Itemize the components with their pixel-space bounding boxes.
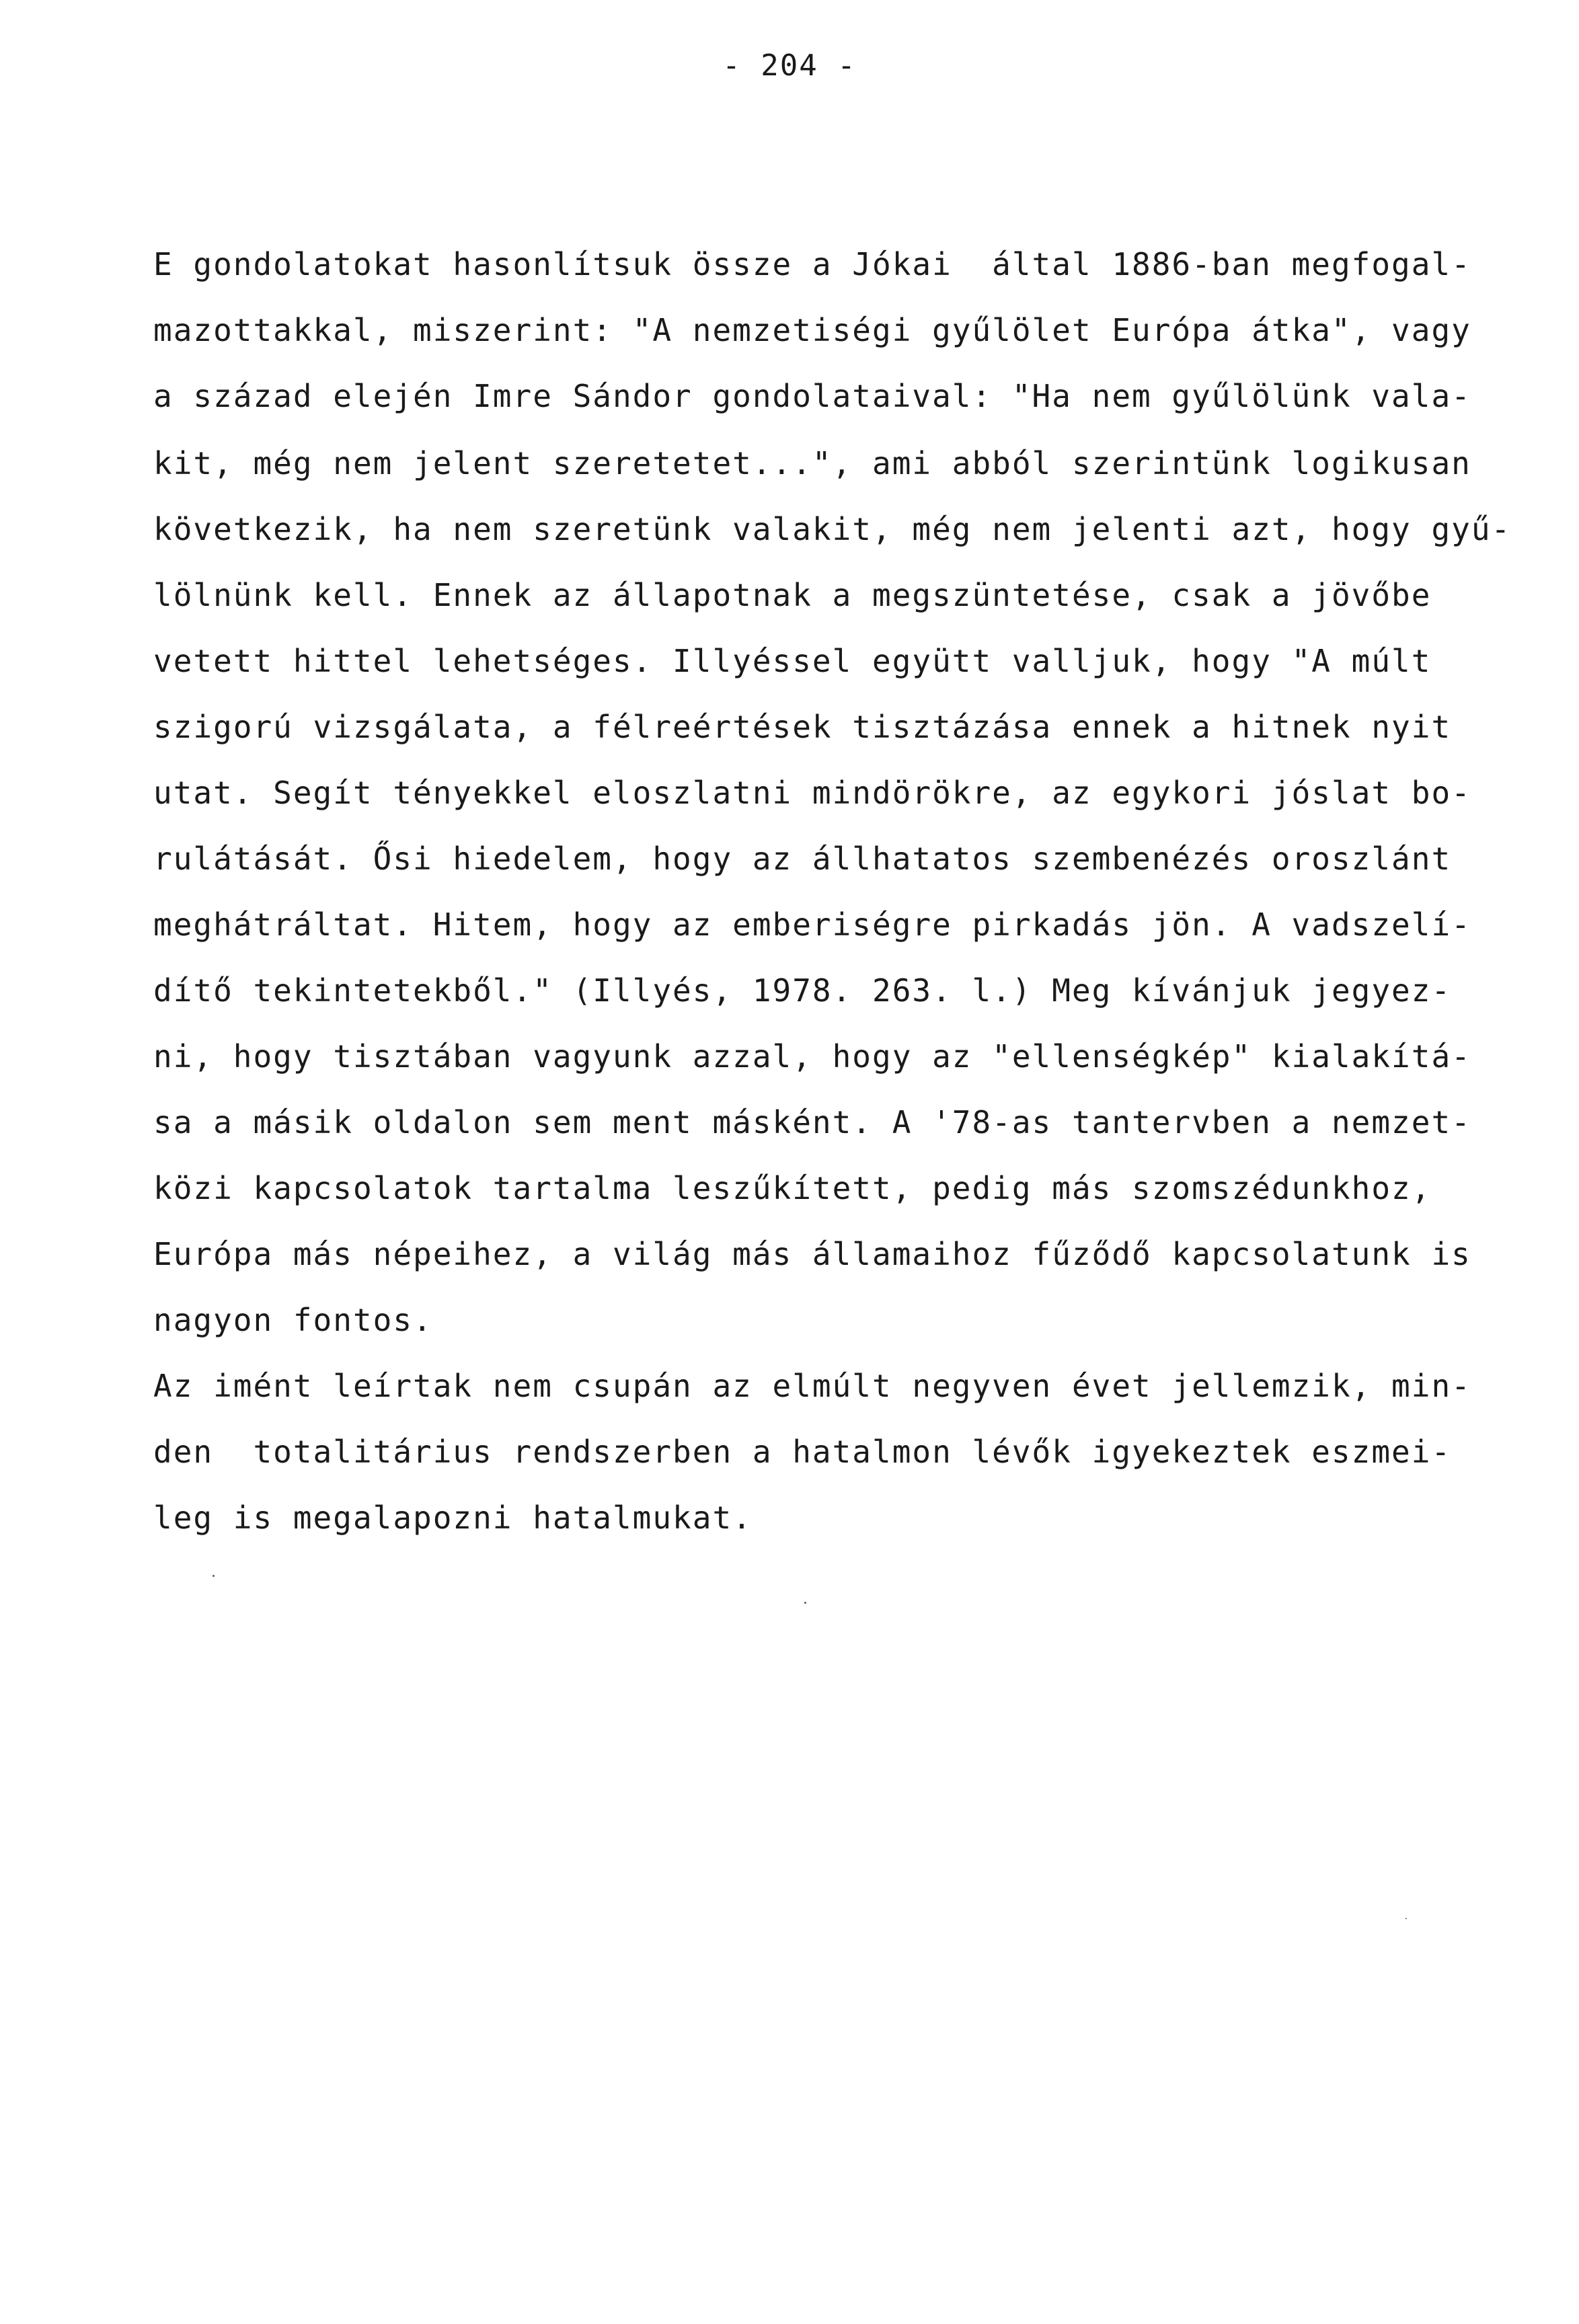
text-line: leg is megalapozni hatalmukat. [153, 1500, 753, 1536]
text-line: den totalitárius rendszerben a hatalmon lévők igyekeztek eszmei- [153, 1434, 1452, 1470]
text-line: E gondolatokat hasonlítsuk össze a Jókai által 1886-ban megfogal- [153, 246, 1471, 282]
scan-speck [804, 1602, 806, 1604]
text-line: sa a másik oldalon sem ment másként. A '78-as tantervben a nemzet- [153, 1104, 1471, 1140]
page-number: - 204 - [722, 48, 857, 83]
text-line: lölnünk kell. Ennek az állapotnak a megszüntetése, csak a jövőbe [153, 577, 1432, 613]
text-line: kit, még nem jelent szeretetet...", ami abból szerintünk logikusan [153, 445, 1471, 481]
scan-speck [213, 1575, 215, 1577]
text-line: nagyon fontos. [153, 1302, 433, 1338]
text-line: mazottakkal, miszerint: "A nemzetiségi gyűlölet Európa átka", vagy [153, 312, 1471, 348]
text-line: dítő tekintetekből." (Illyés, 1978. 263. l.) Meg kívánjuk jegyez- [153, 972, 1452, 1009]
scan-speck [1405, 1918, 1407, 1919]
text-line: Az imént leírtak nem csupán az elmúlt negyven évet jellemzik, min- [153, 1368, 1471, 1404]
text-line: közi kapcsolatok tartalma leszűkített, pedig más szomszédunkhoz, [153, 1170, 1432, 1206]
text-line: vetett hittel lehetséges. Illyéssel együtt valljuk, hogy "A múlt [153, 643, 1432, 679]
text-line: következik, ha nem szeretünk valakit, még nem jelenti azt, hogy gyű- [153, 511, 1512, 547]
text-line: rulátását. Ősi hiedelem, hogy az állhatatos szembenézés oroszlánt [153, 841, 1452, 877]
text-line: meghátráltat. Hitem, hogy az emberiségre pirkadás jön. A vadszelí- [153, 906, 1471, 943]
text-line: szigorú vizsgálata, a félreértések tisztázása ennek a hitnek nyit [153, 709, 1452, 745]
text-line: Európa más népeihez, a világ más államaihoz fűződő kapcsolatunk is [153, 1236, 1471, 1272]
text-line: ni, hogy tisztában vagyunk azzal, hogy az "ellenségkép" kialakítá- [153, 1038, 1471, 1075]
text-line: utat. Segít tényekkel eloszlatni mindörökre, az egykori jóslat bo- [153, 775, 1471, 811]
text-line: a század elején Imre Sándor gondolataival: "Ha nem gyűlölünk vala- [153, 378, 1471, 414]
